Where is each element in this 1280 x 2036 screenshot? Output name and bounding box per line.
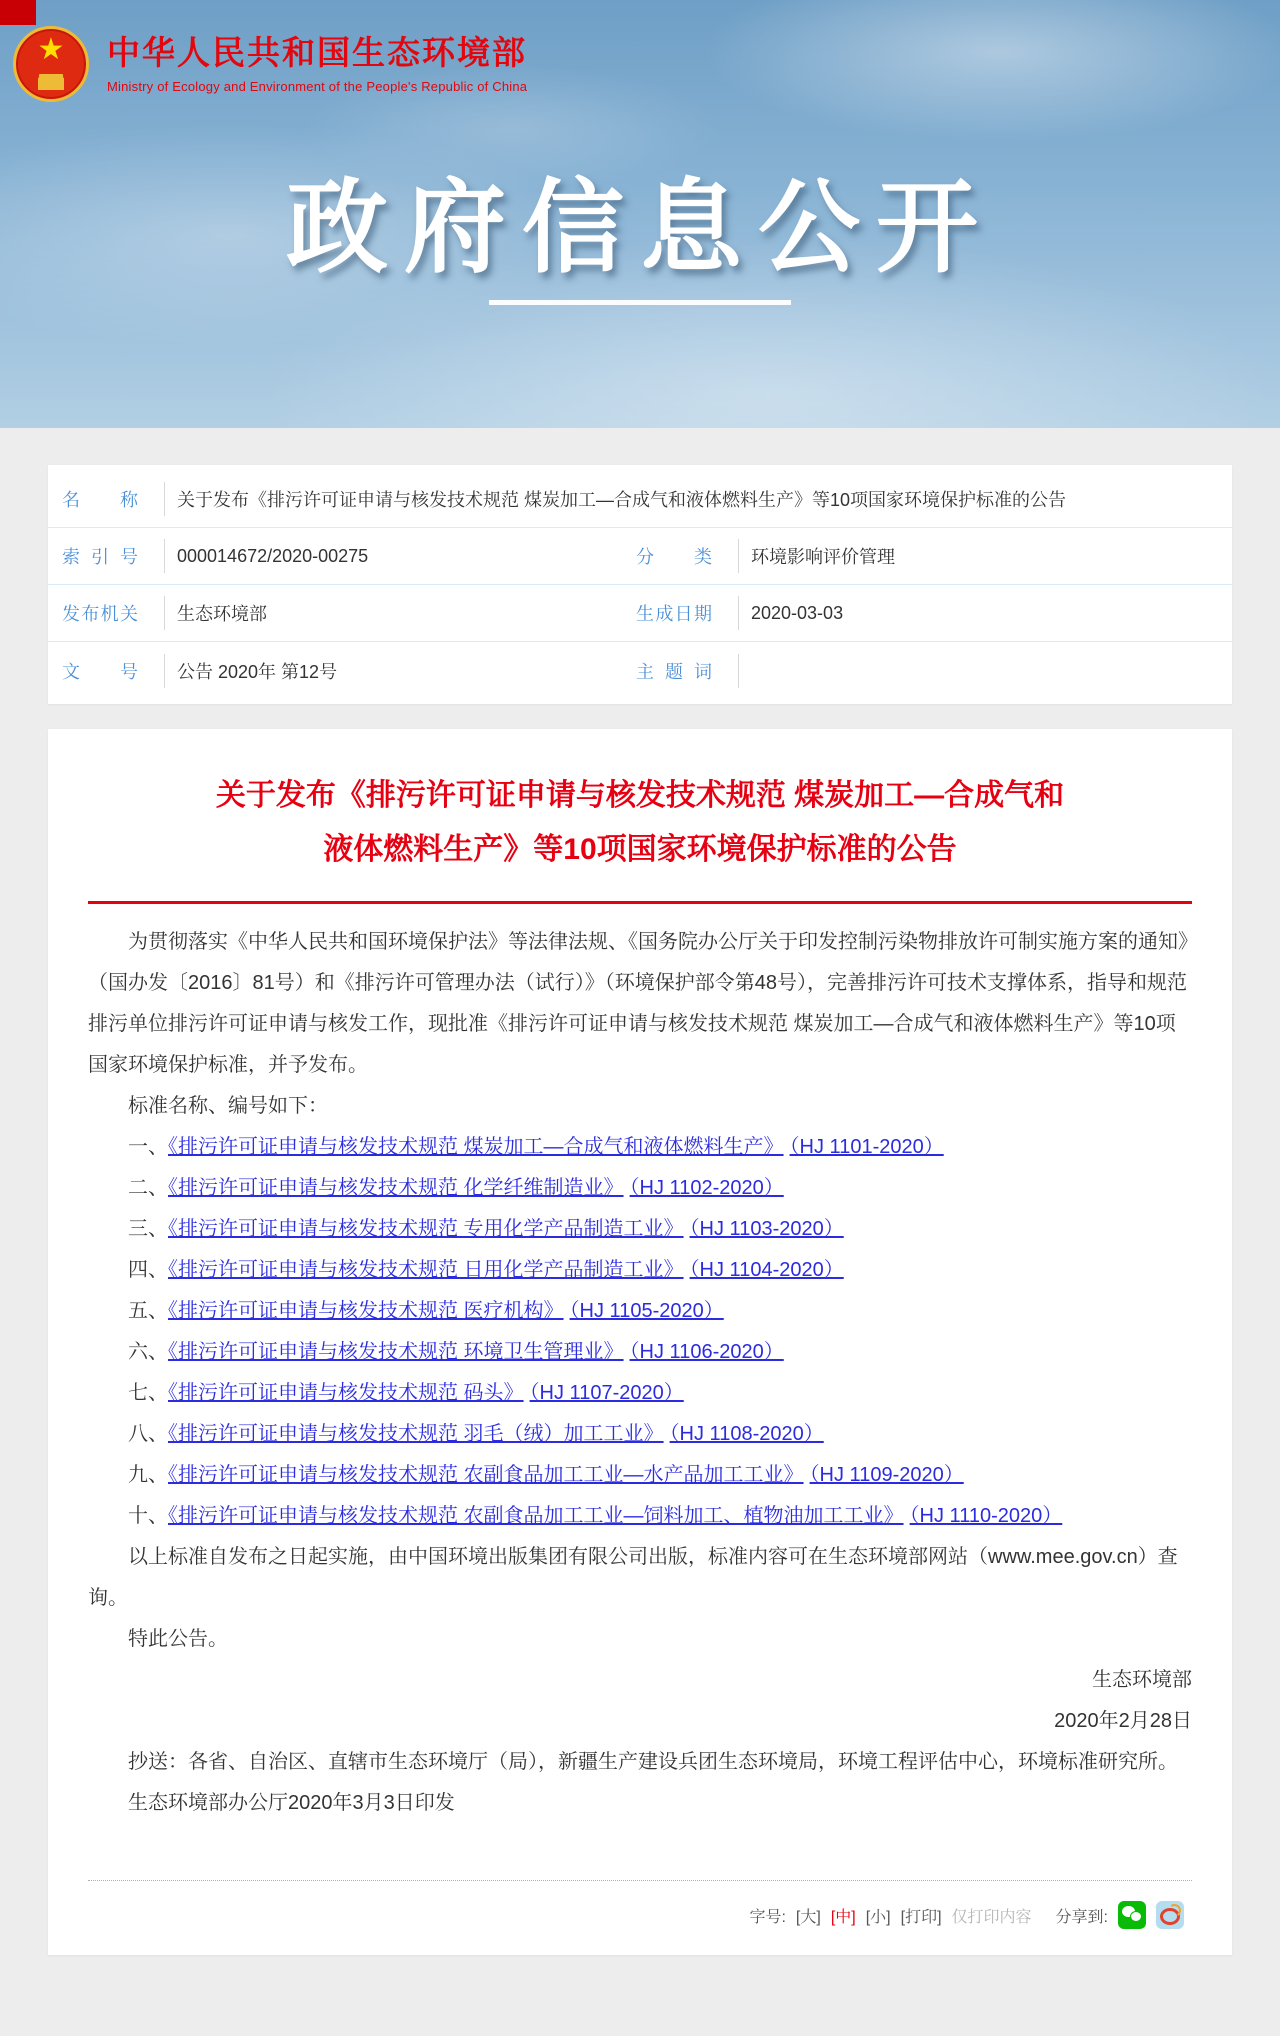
document-footer-toolbar <box>88 1880 1192 1955</box>
site-header <box>13 26 527 102</box>
meta-label-issuer: 发布机关 <box>62 604 138 624</box>
standard-name: 《排污许可证申请与核发技术规范 专用化学产品制造工业》 <box>168 1218 684 1240</box>
meta-cell <box>48 596 622 630</box>
closing-line: 特此公告。 <box>128 1628 228 1650</box>
org-title-block <box>107 34 527 94</box>
meta-separator <box>164 596 165 630</box>
standard-item <box>88 1414 1192 1455</box>
meta-row-issuer <box>48 585 1232 642</box>
standard-link[interactable] <box>168 1136 944 1158</box>
standard-number: 九、 <box>128 1464 168 1486</box>
document-title-line2: 液体燃料生产》等10项国家环境保护标准的公告 <box>323 833 957 866</box>
meta-label-keywords: 主题词 <box>636 661 712 682</box>
standard-link[interactable] <box>168 1218 844 1240</box>
standard-name: 《排污许可证申请与核发技术规范 羽毛（绒）加工工业》 <box>168 1423 664 1445</box>
standard-code: （HJ 1103-2020） <box>689 1218 844 1240</box>
standard-link[interactable] <box>168 1464 964 1486</box>
sign-date: 2020年2月28日 <box>1054 1710 1192 1732</box>
standard-number: 二、 <box>128 1177 168 1199</box>
standard-code: （HJ 1105-2020） <box>569 1300 724 1322</box>
standard-item <box>88 1291 1192 1332</box>
meta-cell <box>48 482 1232 516</box>
sky-masthead <box>0 0 1280 428</box>
meta-row-index <box>48 528 1232 585</box>
standard-item <box>88 1250 1192 1291</box>
weibo-share-icon[interactable] <box>1156 1901 1184 1929</box>
share-label: 分享到: <box>1055 1908 1108 1926</box>
meta-separator <box>164 654 165 688</box>
print-content-only-label: 仅打印内容 <box>951 1908 1032 1926</box>
standard-name: 《排污许可证申请与核发技术规范 化学纤维制造业》 <box>168 1177 624 1199</box>
standard-item <box>88 1455 1192 1496</box>
meta-cell <box>622 654 1232 688</box>
standard-link[interactable] <box>168 1341 784 1363</box>
standard-item <box>88 1496 1192 1537</box>
signer: 生态环境部 <box>1092 1669 1192 1691</box>
standard-name: 《排污许可证申请与核发技术规范 医疗机构》 <box>168 1300 564 1322</box>
meta-value-index-no: 000014672/2020-00275 <box>177 545 369 566</box>
standard-code: （HJ 1101-2020） <box>789 1136 944 1158</box>
national-emblem-icon: ★ <box>13 26 89 102</box>
standard-item <box>88 1373 1192 1414</box>
standard-code: （HJ 1102-2020） <box>629 1177 784 1199</box>
signature-block <box>88 1660 1192 1742</box>
print-button[interactable]: [打印] <box>900 1908 942 1926</box>
wechat-share-icon[interactable] <box>1118 1901 1146 1929</box>
meta-label-category: 分类 <box>636 547 712 567</box>
meta-label-index-no: 索引号 <box>62 547 138 567</box>
meta-value-doc-no: 公告 2020年 第12号 <box>177 661 338 682</box>
standard-name: 《排污许可证申请与核发技术规范 农副食品加工工业—饲料加工、植物油加工工业》 <box>168 1505 904 1527</box>
body-paragraph-implementation: 以上标准自发布之日起实施，由中国环境出版集团有限公司出版，标准内容可在生态环境部网站（www.mee.gov.cn）查询。 <box>88 1546 1178 1609</box>
title-divider-rule <box>88 901 1192 904</box>
standard-link[interactable] <box>168 1382 684 1404</box>
standard-number: 一、 <box>128 1136 168 1158</box>
standard-number: 八、 <box>128 1423 168 1445</box>
font-size-small-button[interactable]: [小] <box>865 1908 891 1926</box>
standard-number: 五、 <box>128 1300 168 1322</box>
meta-cell <box>48 539 622 573</box>
standard-number: 三、 <box>128 1218 168 1240</box>
document-meta-table <box>48 465 1232 704</box>
standard-name: 《排污许可证申请与核发技术规范 农副食品加工工业—水产品加工工业》 <box>168 1464 804 1486</box>
meta-label-name: 名称 <box>62 490 138 510</box>
standard-name: 《排污许可证申请与核发技术规范 煤炭加工—合成气和液体燃料生产》 <box>168 1136 784 1158</box>
font-size-large-button[interactable]: [大] <box>795 1908 821 1926</box>
meta-value-category: 环境影响评价管理 <box>751 547 895 567</box>
standard-code: （HJ 1109-2020） <box>809 1464 964 1486</box>
banner-title: 政府信息公开 <box>286 171 994 285</box>
standard-number: 十、 <box>128 1505 168 1527</box>
standard-code: （HJ 1106-2020） <box>629 1341 784 1363</box>
org-name-cn: 中华人民共和国生态环境部 <box>107 34 527 71</box>
meta-value-date: 2020-03-03 <box>751 602 844 623</box>
standard-link[interactable] <box>168 1423 824 1445</box>
standard-link[interactable] <box>168 1505 1062 1527</box>
standard-item <box>88 1168 1192 1209</box>
org-name-en: Ministry of Ecology and Environment of the People's Republic of China <box>107 79 528 94</box>
document-body <box>88 922 1192 1824</box>
meta-cell <box>622 539 1232 573</box>
standard-item <box>88 1209 1192 1250</box>
standard-name: 《排污许可证申请与核发技术规范 环境卫生管理业》 <box>168 1341 624 1363</box>
meta-separator <box>738 654 739 688</box>
standard-code: （HJ 1110-2020） <box>909 1505 1063 1527</box>
standard-link[interactable] <box>168 1259 844 1281</box>
banner-underline <box>489 300 791 305</box>
meta-row-name <box>48 471 1232 528</box>
meta-cell <box>48 654 622 688</box>
corner-red-mark <box>0 0 36 25</box>
body-paragraph: 为贯彻落实《中华人民共和国环境保护法》等法律法规、《国务院办公厅关于印发控制污染物排放许可制实施方案的通知》（国办发〔2016〕81号）和《排污许可管理办法（试行）》（环境保护部令第48号），完善排污许可技术支撑体系，指导和规范排污单位排污许可证申请与核发工作，现批准《排污许可证申请与核发技术规范 煤炭加工—合成气和液体燃料生产》等10项国家环境保护标准，并予发布。 <box>88 931 1188 1076</box>
meta-separator <box>164 539 165 573</box>
standard-link[interactable] <box>168 1300 724 1322</box>
standard-link[interactable] <box>168 1177 784 1199</box>
font-size-medium-button[interactable]: [中] <box>830 1908 856 1926</box>
document-title-line1: 关于发布《排污许可证申请与核发技术规范 煤炭加工—合成气和 <box>215 779 1065 812</box>
section-banner <box>0 168 1280 288</box>
standard-name: 《排污许可证申请与核发技术规范 码头》 <box>168 1382 524 1404</box>
standard-code: （HJ 1108-2020） <box>669 1423 824 1445</box>
issue-note: 生态环境部办公厅2020年3月3日印发 <box>128 1792 455 1814</box>
standard-number: 四、 <box>128 1259 168 1281</box>
standard-number: 七、 <box>128 1382 168 1404</box>
meta-value-issuer: 生态环境部 <box>177 604 267 624</box>
meta-cell <box>622 596 1232 630</box>
meta-separator <box>738 539 739 573</box>
standards-intro: 标准名称、编号如下： <box>128 1095 328 1117</box>
content-area <box>0 428 1280 1955</box>
document-title <box>88 769 1192 877</box>
standard-item <box>88 1332 1192 1373</box>
cc-line: 抄送：各省、自治区、直辖市生态环境厅（局），新疆生产建设兵团生态环境局，环境工程评估中心，环境标准研究所。 <box>128 1751 1178 1773</box>
meta-label-date: 生成日期 <box>636 604 712 624</box>
standard-code: （HJ 1107-2020） <box>529 1382 684 1404</box>
font-size-label: 字号: <box>749 1908 786 1926</box>
standard-name: 《排污许可证申请与核发技术规范 日用化学产品制造工业》 <box>168 1259 684 1281</box>
standard-code: （HJ 1104-2020） <box>689 1259 844 1281</box>
meta-row-doc-no <box>48 642 1232 699</box>
meta-value-name: 关于发布《排污许可证申请与核发技术规范 煤炭加工—合成气和液体燃料生产》等10项国家环境保护标准的公告 <box>177 490 1067 510</box>
meta-separator <box>164 482 165 516</box>
standard-number: 六、 <box>128 1341 168 1363</box>
meta-label-doc-no: 文号 <box>62 661 138 682</box>
standard-item <box>88 1127 1192 1168</box>
meta-separator <box>738 596 739 630</box>
document-card <box>48 729 1232 1955</box>
